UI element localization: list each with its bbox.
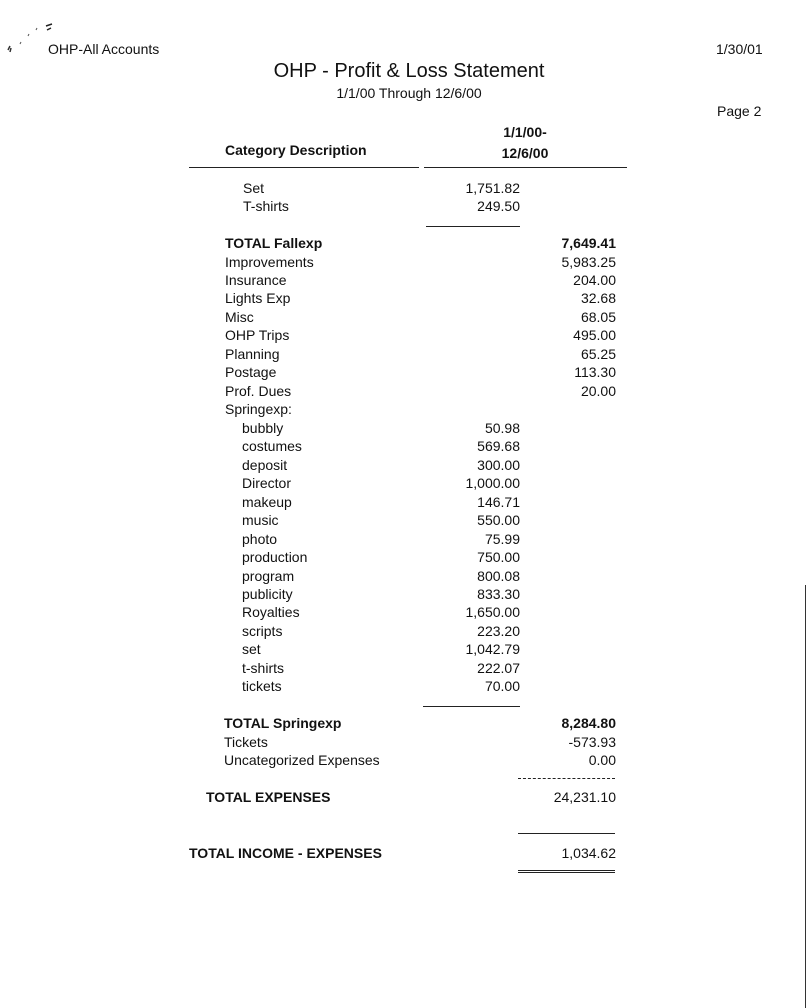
row-label: program xyxy=(242,568,295,584)
row-total: 65.25 xyxy=(580,346,616,362)
row-amount: 1,751.82 xyxy=(465,180,520,196)
row-amount: 75.99 xyxy=(484,531,520,547)
row-amount: 70.00 xyxy=(484,678,520,694)
column-header-period-line1: 1/1/00- xyxy=(503,124,547,140)
table-row xyxy=(0,272,808,290)
row-total: 204.00 xyxy=(573,272,616,288)
row-label: OHP Trips xyxy=(225,327,290,343)
row-label: tickets xyxy=(242,678,282,694)
row-label: Set xyxy=(243,180,265,196)
header-rule-period xyxy=(424,167,627,168)
row-total: 5,983.25 xyxy=(561,254,616,270)
row-label: Springexp: xyxy=(225,401,292,417)
table-row xyxy=(0,568,808,586)
column-header-period xyxy=(470,122,580,164)
subtotal-rule-fallexp xyxy=(426,226,520,227)
table-row xyxy=(0,586,808,604)
row-amount: 569.68 xyxy=(477,438,520,454)
table-row xyxy=(0,475,808,493)
row-label: Tickets xyxy=(224,734,268,750)
row-label: T-shirts xyxy=(243,198,289,214)
page-number: Page 2 xyxy=(717,103,762,119)
row-label: Director xyxy=(242,475,292,491)
row-total: 20.00 xyxy=(580,383,616,399)
row-amount: 222.07 xyxy=(477,660,520,676)
table-row xyxy=(0,364,808,382)
print-date: 1/30/01 xyxy=(716,41,763,57)
table-row xyxy=(0,309,808,327)
row-total: 8,284.80 xyxy=(561,715,616,731)
table-row xyxy=(0,845,808,863)
row-label: Improvements xyxy=(225,254,314,270)
row-amount: 800.08 xyxy=(477,568,520,584)
row-amount: 1,000.00 xyxy=(465,475,520,491)
row-label: Insurance xyxy=(225,272,287,288)
row-total: 32.68 xyxy=(580,290,616,306)
table-row xyxy=(0,678,808,696)
row-total: 7,649.41 xyxy=(561,235,616,251)
row-label: publicity xyxy=(242,586,293,602)
row-label: TOTAL Fallexp xyxy=(225,235,323,251)
row-label: music xyxy=(242,512,279,528)
table-row xyxy=(0,401,808,419)
row-amount: 1,042.79 xyxy=(465,641,520,657)
row-label: TOTAL EXPENSES xyxy=(206,789,331,805)
row-label: costumes xyxy=(242,438,302,454)
row-label: TOTAL INCOME - EXPENSES xyxy=(189,845,382,861)
table-row xyxy=(0,623,808,641)
row-label: deposit xyxy=(242,457,288,473)
row-total: 24,231.10 xyxy=(553,789,616,805)
table-row xyxy=(0,457,808,475)
row-label: t-shirts xyxy=(242,660,284,676)
table-row xyxy=(0,660,808,678)
subtotal-rule-expenses xyxy=(518,778,615,779)
row-amount: 50.98 xyxy=(484,420,520,436)
row-label: TOTAL Springexp xyxy=(224,715,342,731)
table-row xyxy=(0,420,808,438)
subtotal-rule-springexp xyxy=(423,706,520,707)
row-amount: 249.50 xyxy=(477,198,520,214)
report-title: OHP - Profit & Loss Statement xyxy=(273,60,545,82)
row-total: 495.00 xyxy=(573,327,616,343)
row-amount: 550.00 xyxy=(477,512,520,528)
table-row xyxy=(0,235,808,253)
row-label: production xyxy=(242,549,308,565)
table-row xyxy=(0,752,808,770)
row-label: Misc xyxy=(225,309,254,325)
header-rule-category xyxy=(189,167,419,168)
table-row xyxy=(0,327,808,345)
row-label: photo xyxy=(242,531,278,547)
table-row xyxy=(0,198,808,216)
row-label: set xyxy=(242,641,261,657)
row-label: Uncategorized Expenses xyxy=(224,752,380,768)
table-row xyxy=(0,531,808,549)
row-label: bubbly xyxy=(242,420,284,436)
row-amount: 833.30 xyxy=(477,586,520,602)
table-row xyxy=(0,512,808,530)
table-row xyxy=(0,346,808,364)
row-amount: 146.71 xyxy=(477,494,520,510)
total-rule-income xyxy=(518,833,615,834)
report-name: OHP-All Accounts xyxy=(48,41,160,57)
row-amount: 1,650.00 xyxy=(465,604,520,620)
column-header-category: Category Description xyxy=(225,142,367,158)
scan-edge-line xyxy=(805,585,806,1008)
row-label: Prof. Dues xyxy=(225,383,292,399)
row-label: Postage xyxy=(225,364,277,380)
table-row xyxy=(0,549,808,567)
column-header-period-line2: 12/6/00 xyxy=(501,145,549,161)
table-row xyxy=(0,383,808,401)
grand-total-double-rule xyxy=(518,870,615,873)
table-row xyxy=(0,494,808,512)
row-label: Lights Exp xyxy=(225,290,291,306)
row-amount: 223.20 xyxy=(477,623,520,639)
row-total: 68.05 xyxy=(580,309,616,325)
table-row xyxy=(0,180,808,198)
row-label: scripts xyxy=(242,623,283,639)
table-row xyxy=(0,290,808,308)
table-row xyxy=(0,734,808,752)
row-label: Royalties xyxy=(242,604,300,620)
row-amount: 300.00 xyxy=(477,457,520,473)
report-period: 1/1/00 Through 12/6/00 xyxy=(336,85,482,101)
table-row xyxy=(0,438,808,456)
row-total: 0.00 xyxy=(588,752,616,768)
row-amount: 750.00 xyxy=(477,549,520,565)
table-row xyxy=(0,604,808,622)
table-row xyxy=(0,789,808,807)
row-label: makeup xyxy=(242,494,292,510)
row-total: 1,034.62 xyxy=(561,845,616,861)
table-row xyxy=(0,641,808,659)
row-total: 113.30 xyxy=(574,364,616,380)
table-row xyxy=(0,254,808,272)
row-label: Planning xyxy=(225,346,280,362)
row-total: -573.93 xyxy=(568,734,616,750)
table-row xyxy=(0,715,808,733)
